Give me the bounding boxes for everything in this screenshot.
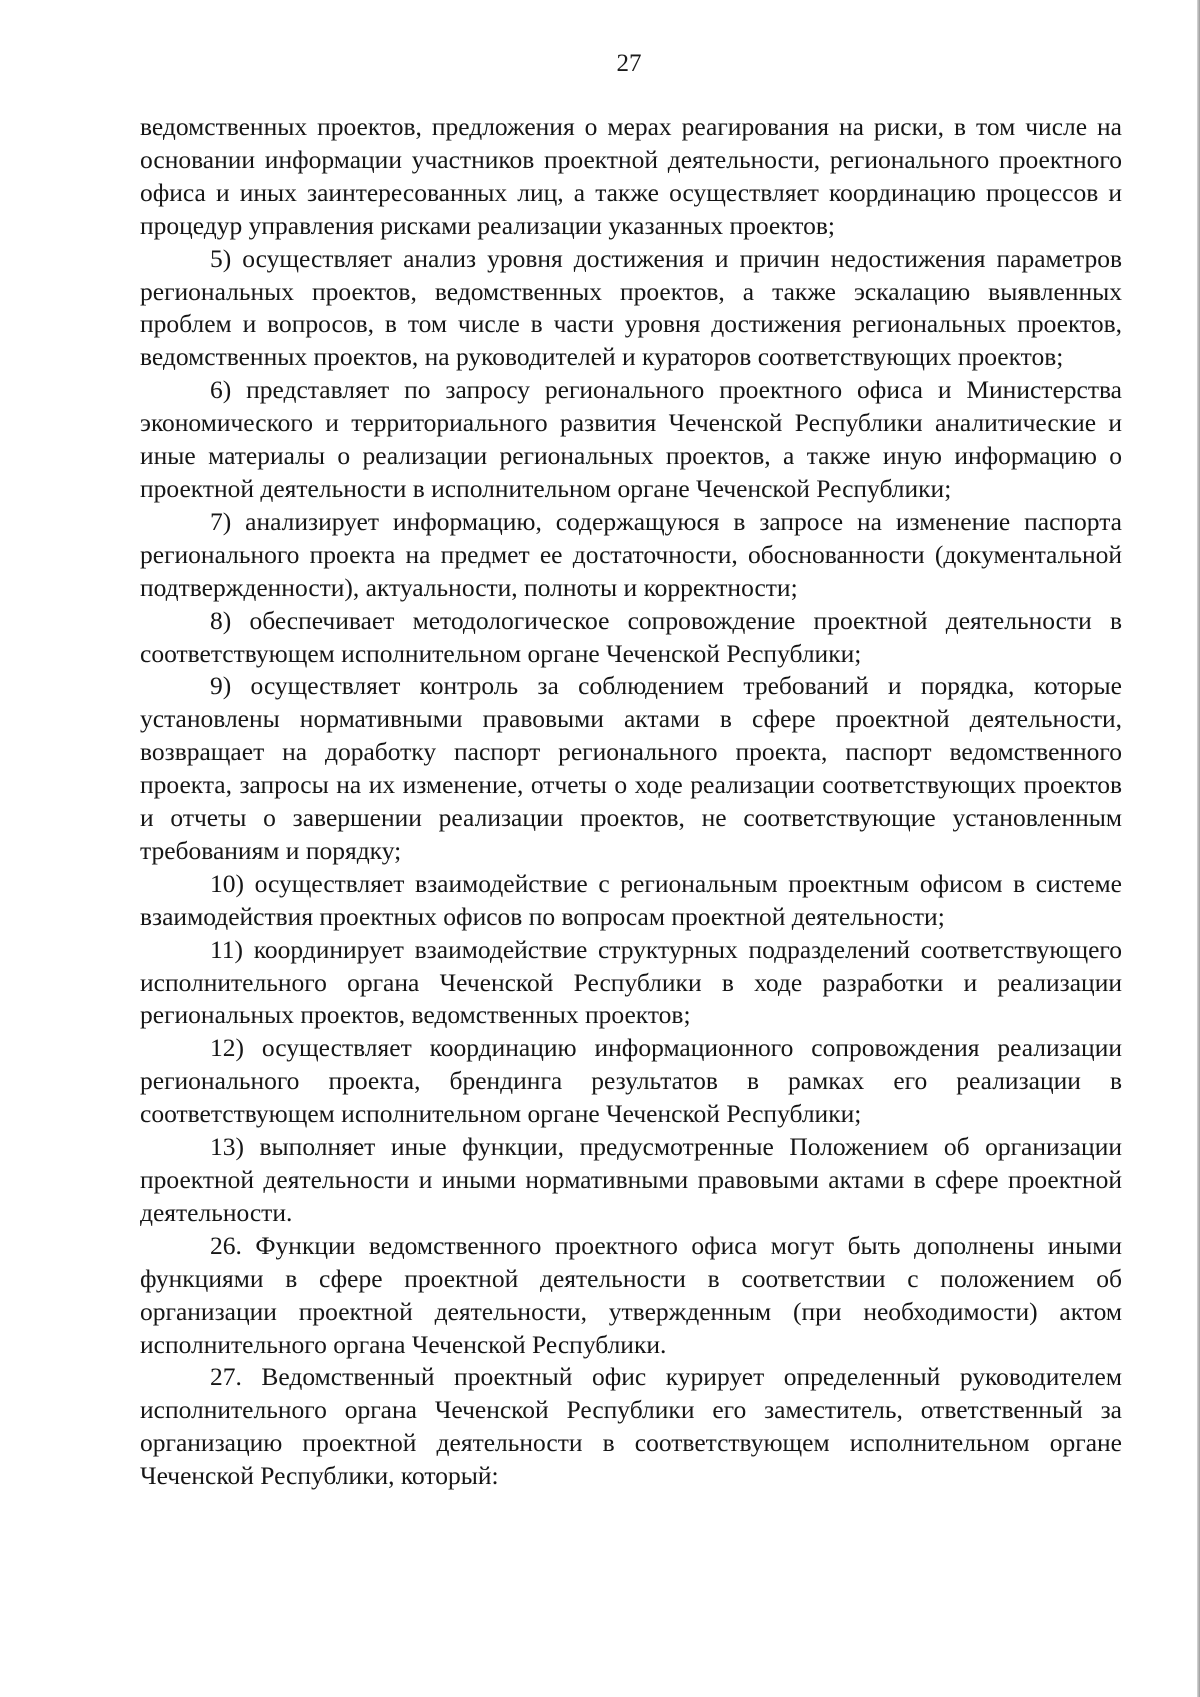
paragraph-item-11: 11) координирует взаимодействие структурных подразделений соответствующего исполнительного органа Чеченской Республики в ходе разработки и реализации региональных проектов, ведомственных проектов;	[140, 934, 1122, 1030]
paragraph-item-13: 13) выполняет иные функции, предусмотренные Положением об организации проектной деятельности и иными нормативными правовыми актами в сфере проектной деятельности.	[140, 1132, 1122, 1227]
document-body	[140, 111, 1122, 1493]
paragraph-item-9: 9) осуществляет контроль за соблюдением требований и порядка, которые установлены нормативными правовыми актами в сфере проектной деятельности, возвращает на доработку паспорт регионального проекта, паспорт ведомственного проекта, запросы на их изменение, отчеты о ходе реализации соответствующих проектов и отчеты о завершении реализации проектов, не соответствующие установленным требованиям и порядку;	[140, 671, 1122, 865]
paragraph-item-7: 7) анализирует информацию, содержащуюся в запросе на изменение паспорта регионального проекта на предмет ее достаточности, обоснованности (документальной подтвержденности), актуальности, полноты и корректности;	[140, 506, 1122, 602]
paragraph-clause-27: 27. Ведомственный проектный офис курирует определенный руководителем исполнительного органа Чеченской Республики его заместитель, ответственный за организацию проектной деятельности в соответствующем исполнительном органе Чеченской Республики, который:	[140, 1362, 1122, 1491]
paragraph-clause-26: 26. Функции ведомственного проектного офиса могут быть дополнены иными функциями в сфере проектной деятельности в соответствии с положением об организации проектной деятельности, утвержденным (при необходимости) актом исполнительного органа Чеченской Республики.	[140, 1230, 1122, 1359]
paragraph-continuation: ведомственных проектов, предложения о мерах реагирования на риски, в том числе на основании информации участников проектной деятельности, регионального проектного офиса и иных заинтересованных лиц, а также осуществляет координацию процессов и процедур управления рисками реализации указанных проектов;	[140, 112, 1122, 240]
paragraph-item-10: 10) осуществляет взаимодействие с региональным проектным офисом в системе взаимодействия проектных офисов по вопросам проектной деятельности;	[140, 868, 1122, 931]
paragraph-item-8: 8) обеспечивает методологическое сопровождение проектной деятельности в соответствующем исполнительном органе Чеченской Республики;	[140, 605, 1122, 668]
page-number: 27	[616, 50, 642, 77]
paragraph-item-5: 5) осуществляет анализ уровня достижения и причин недостижения параметров региональных проектов, ведомственных проектов, а также эскалацию выявленных проблем и вопросов, в том числе в части уровня достижения региональных проектов, ведомственных проектов, на руководителей и кураторов соответствующих проектов;	[140, 243, 1122, 372]
paragraph-item-6: 6) представляет по запросу регионального проектного офиса и Министерства экономического и территориального развития Чеченской Республики аналитические и иные материалы о реализации региональных проектов, а также иную информацию о проектной деятельности в исполнительном органе Чеченской Республики;	[140, 375, 1122, 503]
paragraph-item-12: 12) осуществляет координацию информационного сопровождения реализации регионального проекта, брендинга результатов в рамках его реализации в соответствующем исполнительном органе Чеченской Республики;	[140, 1033, 1122, 1129]
